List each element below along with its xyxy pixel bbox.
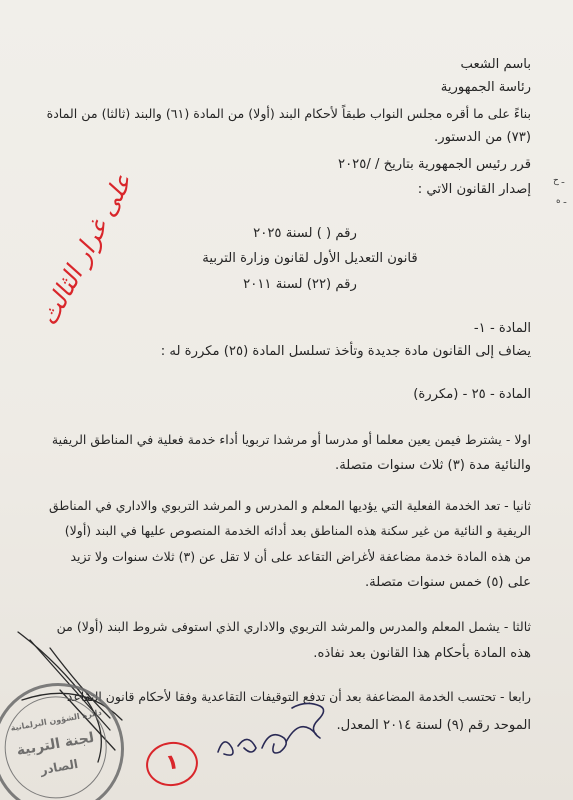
- clause-second-line3: من هذه المادة خدمة مضاعفة لأغراض التقاعد على أن لا تقل عن (٣) ثلاث سنوات ولا تزيد: [70, 549, 531, 564]
- page-number-circle: [143, 739, 201, 790]
- clause-third-line2: هذه المادة بأحكام هذا القانون بعد نفاذه.: [313, 646, 531, 661]
- issue-statement: إصدار القانون الاتي :: [417, 182, 531, 197]
- preamble-line2: (٧٣) من الدستور.: [434, 130, 531, 145]
- preamble-line1: بناءً على ما أقره مجلس النواب طبقاً لأحكام البند (أولا) من المادة (٦١) والبند (ثالثا) من المادة: [46, 106, 531, 121]
- law-name: قانون التعديل الأول لقانون وزارة التربية: [202, 251, 418, 266]
- law-reference: رقم (٢٢) لسنة ٢٠١١: [243, 277, 357, 292]
- article25-heading: المادة - ٢٥ - (مكررة): [413, 387, 531, 402]
- clause-third-line1: ثالثا - يشمل المعلم والمدرس والمرشد التربوي والاداري الذي استوفى شروط البند (أولا) من: [56, 619, 531, 634]
- article1-heading: المادة - ١-: [473, 321, 531, 336]
- stamp-line3: الصادر: [39, 756, 80, 778]
- stamp-line2: لجنة التربية: [15, 729, 96, 760]
- law-number: رقم ( ) لسنة ٢٠٢٥: [253, 226, 357, 241]
- clause-first-line2: والنائية مدة (٣) ثلاث سنوات متصلة.: [335, 458, 531, 473]
- clause-fourth-line2: الموحد رقم (٩) لسنة ٢٠١٤ المعدل.: [336, 718, 531, 733]
- article1-intro: يضاف إلى القانون مادة جديدة وتأخذ تسلسل المادة (٢٥) مكررة له :: [160, 344, 531, 359]
- clause-fourth-line1: رابعا - تحتسب الخدمة المضاعفة بعد أن تدفع التوقيفات التقاعدية وفقا لأحكام قانون التقاعد: [66, 689, 531, 704]
- stamp-line1: دائرة الشؤون البرلمانية: [9, 707, 103, 733]
- blue-signature: [218, 703, 324, 755]
- clause-second-line1: ثانيا - تعد الخدمة الفعلية التي يؤديها المعلم و المدرس و المرشد التربوي والاداري في المناطق: [48, 498, 531, 513]
- edge-mark: ـ ه: [556, 196, 567, 206]
- clause-second-line2: الريفية و النائية من غير سكنة هذه المناطق بعد أدائه الخدمة المنصوص عليها في البند (أولا): [64, 523, 531, 538]
- clause-first-line1: اولا - يشترط فيمن يعين معلما أو مدرسا أو مرشدا تربويا أداء خدمة فعلية في المناطق الريفية: [51, 432, 531, 447]
- header-presidency: رئاسة الجمهورية: [440, 80, 531, 95]
- header-name-of-people: باسم الشعب: [460, 57, 531, 72]
- handwritten-annotation: على غرار الثالث: [33, 168, 139, 331]
- decision-date: قرر رئيس الجمهورية بتاريخ / /٢٠٢٥: [337, 157, 531, 172]
- edge-mark: ـ ح: [553, 176, 565, 186]
- clause-second-line4: على (٥) خمس سنوات متصلة.: [364, 575, 531, 590]
- page-number: ١: [164, 749, 181, 775]
